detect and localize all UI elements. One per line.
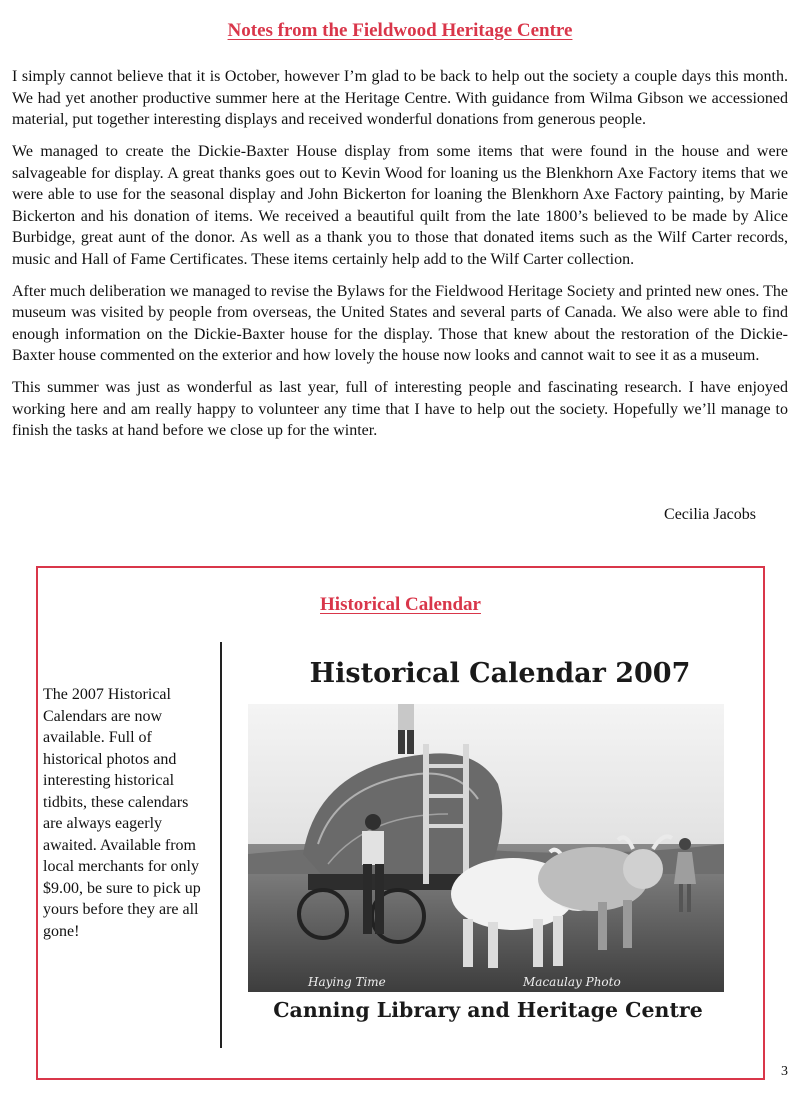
calendar-cover-footer: Canning Library and Heritage Centre xyxy=(273,998,703,1022)
article-title: Notes from the Fieldwood Heritage Centre xyxy=(227,20,573,41)
article-paragraph-1: I simply cannot believe that it is October, however I’m glad to be back to help out the society a couple days this month. We had yet another productive summer here at the Heritage Centre. With guidance from Wilma Gibson we accessioned material, put together interesting displays and received wonderful donations from generous people. xyxy=(12,68,788,128)
article-body xyxy=(12,66,788,452)
vertical-divider xyxy=(220,642,222,1048)
article-paragraph-4: This summer was just as wonderful as last year, full of interesting people and fascinating research. I have enjoyed working here and am really happy to volunteer any time that I have to help out the society. Hopefully we’ll manage to finish the tasks at hand before we close up for the winter. xyxy=(12,379,788,439)
photo-caption-right: Macaulay Photo xyxy=(523,975,621,989)
photo-caption-left: Haying Time xyxy=(308,975,386,989)
article-paragraph-3: After much deliberation we managed to revise the Bylaws for the Fieldwood Heritage Society and printed new ones. The museum was visited by people from overseas, the United States and several parts of Canada. We also were able to find enough information on the Dickie-Baxter house for the display. Those that knew about the restoration of the Dickie-Baxter house commented on the exterior and how lovely the house now looks and cannot wait to see it as a museum. xyxy=(12,282,788,364)
calendar-promo-text: The 2007 Historical Calendars are now available. Full of historical photos and interesting historical tidbits, these calendars are always eagerly awaited. Available from local merchants for only $9.00, be sure to pick up yours before they are all gone! xyxy=(43,686,201,940)
article-paragraph-2: We managed to create the Dickie-Baxter House display from some items that were found in the house and were salvageable for display. A great thanks goes out to Kevin Wood for loaning us the Blenkhorn Axe Factory items that we were able to use for the seasonal display and John Bickerton for loaning the Blenkhorn Axe Factory painting, by Marie Bickerton and his donation of items. We received a beautiful quilt from the late 1800’s believed to be made by Alice Burbidge, great aunt of the donor. As well as a thank you to those that donated items such as the Wilf Carter records, music and Hall of Fame Certificates. These items certainly help add to the Wilf Carter collection. xyxy=(12,143,788,268)
calendar-box xyxy=(36,566,765,1080)
author-signature: Cecilia Jacobs xyxy=(664,506,756,523)
calendar-cover-title: Historical Calendar 2007 xyxy=(309,658,691,689)
haying-photo xyxy=(248,704,724,992)
page-number: 3 xyxy=(781,1064,788,1079)
calendar-box-heading: Historical Calendar xyxy=(320,594,481,615)
